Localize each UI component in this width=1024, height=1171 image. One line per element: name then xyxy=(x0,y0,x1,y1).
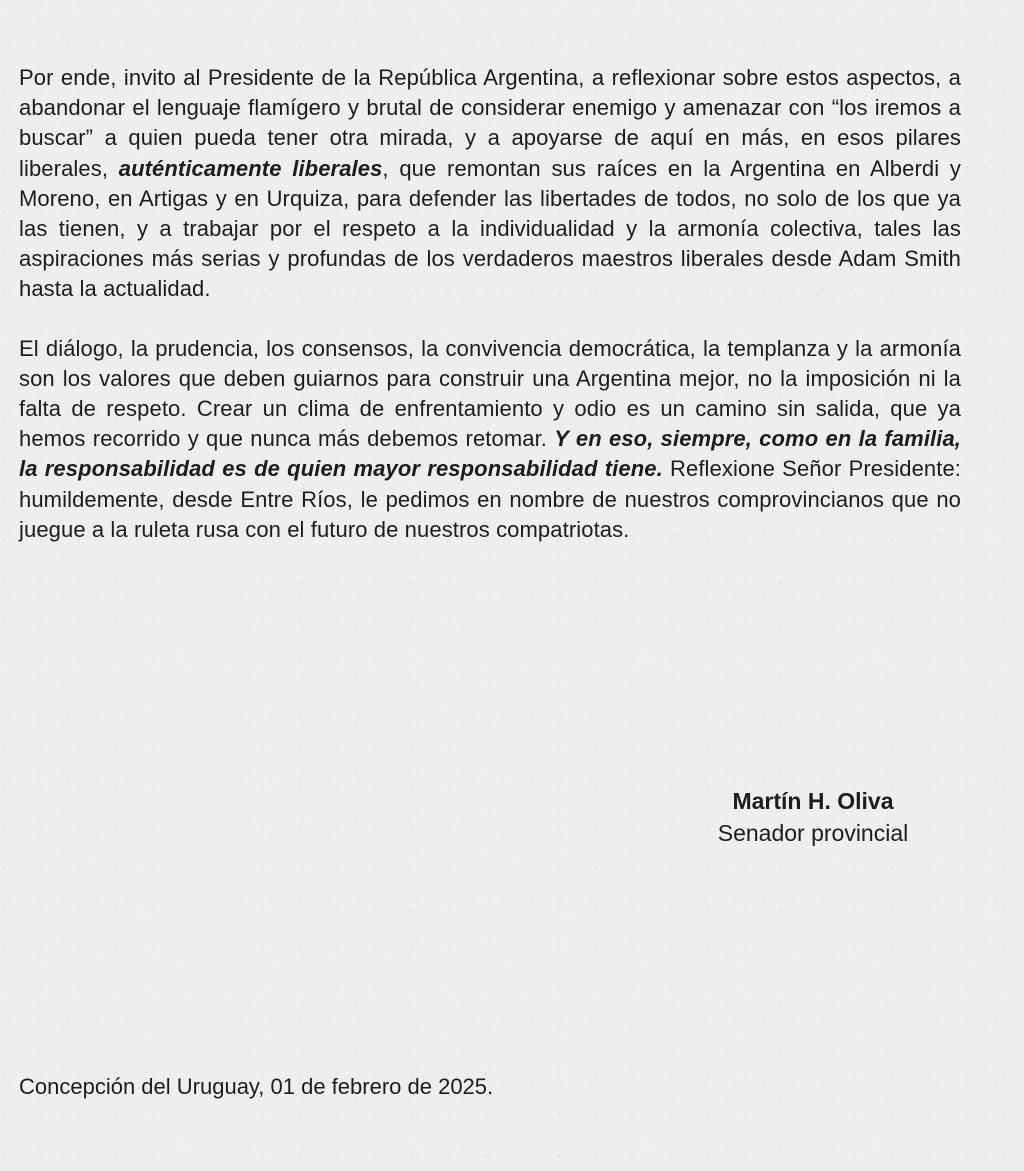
text-segment: El diálogo, la prudencia, los consensos, la convivencia democrática, la templanza y la armonía son los valores que deben guiarnos para construir una Argentina mejor, no la imposición ni la falta de respeto. Crear un clima de enfrentamiento y odio es un camino sin salida, que ya hemos recorrido y que nunca más debemos retomar. xyxy=(19,335,961,452)
letter-body xyxy=(19,63,961,574)
signer-name: Martín H. Oliva xyxy=(732,788,894,814)
signature-block xyxy=(680,786,946,849)
paragraph-invitation xyxy=(19,63,961,305)
paragraph-values xyxy=(19,334,961,545)
emphasized-text: auténticamente liberales xyxy=(118,155,383,181)
text-segment: Reflexione Señor Presidente: humildemente, desde Entre Ríos, le pedimos en nombre de nuestros comprovincianos que no juegue a la ruleta rusa con el futuro de nuestros compatriotas. xyxy=(19,456,961,542)
emphasized-text: Y en eso, siempre, como en la familia, la responsabilidad es de quien mayor responsabilidad tiene. xyxy=(19,426,962,482)
text-segment: , que remontan sus raíces en la Argentina en Alberdi y Moreno, en Artigas y en Urquiza, para defender las libertades de todos, no solo de los que ya las tienen, y a trabajar por el respeto a la individualidad y la armonía colectiva, tales las aspiraciones más serias y profundas de los verdaderos maestros liberales desde Adam Smith hasta la actualidad. xyxy=(19,155,961,302)
place-and-date: Concepción del Uruguay, 01 de febrero de 2025. xyxy=(19,1074,494,1099)
signer-title: Senador provincial xyxy=(717,820,909,846)
text-segment: Por ende, invito al Presidente de la República Argentina, a reflexionar sobre estos aspectos, a abandonar el lenguaje flamígero y brutal de considerar enemigo y amenazar con “los iremos a buscar” a quien pueda tener otra mirada, y a apoyarse de aquí en más, en esos pilares liberales, xyxy=(19,65,961,181)
